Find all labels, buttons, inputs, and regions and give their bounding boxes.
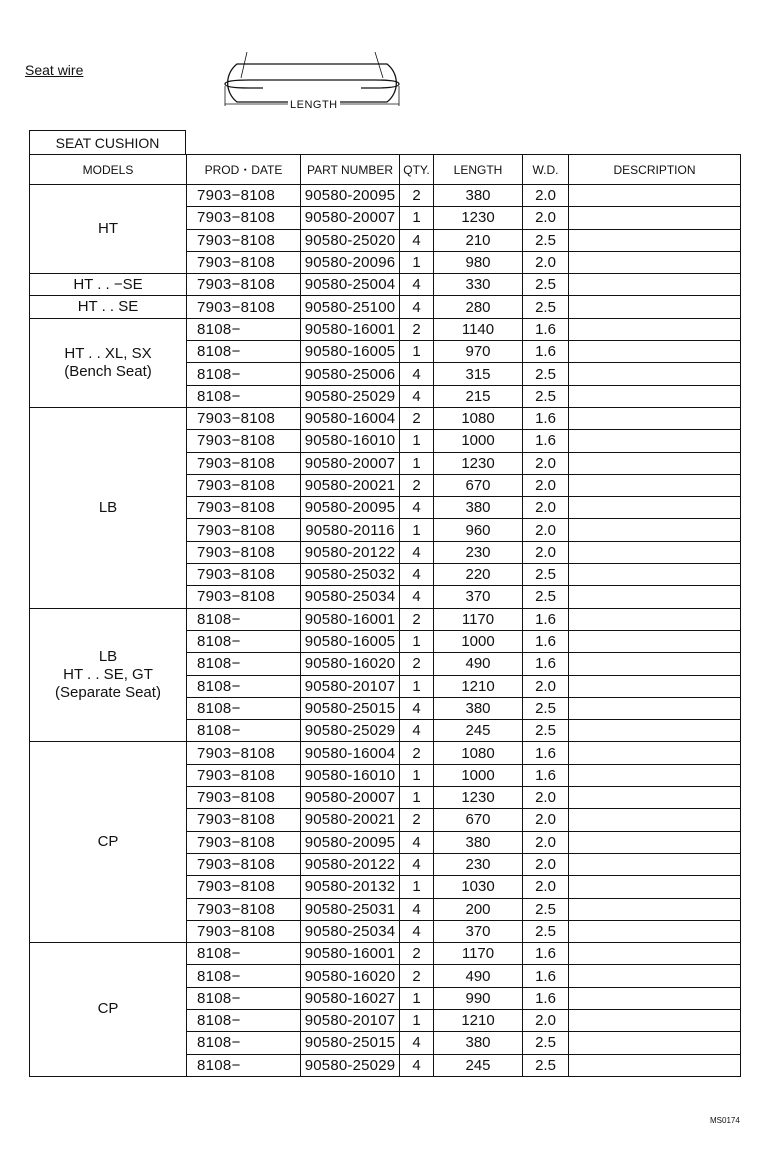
prod-date-cell: 8108− — [187, 1032, 301, 1054]
prod-date-cell: 8108− — [187, 653, 301, 675]
length-cell: 670 — [434, 474, 523, 496]
length-label: LENGTH — [290, 99, 338, 111]
part-number-cell: 90580-25031 — [301, 898, 400, 920]
prod-date-cell: 7903−8108 — [187, 920, 301, 942]
wire-diameter-cell: 2.5 — [523, 385, 569, 407]
description-cell — [569, 943, 741, 965]
qty-cell: 4 — [400, 853, 434, 875]
length-cell: 280 — [434, 296, 523, 318]
description-cell — [569, 853, 741, 875]
description-cell — [569, 965, 741, 987]
part-number-cell: 90580-20107 — [301, 1009, 400, 1031]
prod-date-cell: 7903−8108 — [187, 185, 301, 207]
length-cell: 1230 — [434, 787, 523, 809]
length-cell: 990 — [434, 987, 523, 1009]
part-number-cell: 90580-16001 — [301, 318, 400, 340]
length-cell: 670 — [434, 809, 523, 831]
length-cell: 1080 — [434, 407, 523, 429]
wire-diameter-cell: 2.5 — [523, 229, 569, 251]
description-cell — [569, 898, 741, 920]
part-number-cell: 90580-20007 — [301, 787, 400, 809]
prod-date-cell: 7903−8108 — [187, 474, 301, 496]
model-line: CP — [97, 1000, 119, 1018]
description-cell — [569, 385, 741, 407]
page-heading: Seat wire — [25, 62, 84, 78]
description-cell — [569, 407, 741, 429]
qty-cell: 2 — [400, 809, 434, 831]
qty-cell: 2 — [400, 742, 434, 764]
qty-cell: 1 — [400, 876, 434, 898]
qty-cell: 1 — [400, 430, 434, 452]
description-cell — [569, 251, 741, 273]
table-row — [30, 407, 741, 429]
seat-wire-table — [29, 154, 741, 1077]
part-number-cell: 90580-20096 — [301, 251, 400, 273]
prod-date-cell: 8108− — [187, 630, 301, 652]
model-line: LB — [98, 648, 118, 666]
wire-diameter-cell: 1.6 — [523, 430, 569, 452]
header-qty: QTY. — [400, 155, 434, 185]
length-cell: 1230 — [434, 207, 523, 229]
length-cell: 380 — [434, 1032, 523, 1054]
qty-cell: 4 — [400, 831, 434, 853]
model-line: HT . . SE — [77, 298, 139, 316]
prod-date-cell: 7903−8108 — [187, 296, 301, 318]
part-number-cell: 90580-16020 — [301, 653, 400, 675]
table-row — [30, 943, 741, 965]
wire-diameter-cell: 2.5 — [523, 1054, 569, 1076]
prod-date-cell: 8108− — [187, 608, 301, 630]
qty-cell: 2 — [400, 608, 434, 630]
part-number-cell: 90580-20007 — [301, 452, 400, 474]
length-cell: 1210 — [434, 675, 523, 697]
wire-diameter-cell: 1.6 — [523, 407, 569, 429]
prod-date-cell: 7903−8108 — [187, 831, 301, 853]
length-cell: 380 — [434, 497, 523, 519]
length-cell: 1170 — [434, 608, 523, 630]
prod-date-cell: 7903−8108 — [187, 898, 301, 920]
length-cell: 960 — [434, 519, 523, 541]
part-number-cell: 90580-25029 — [301, 385, 400, 407]
model-line: HT . . −SE — [73, 275, 143, 293]
qty-cell: 1 — [400, 251, 434, 273]
wire-diameter-cell: 2.0 — [523, 1009, 569, 1031]
wire-diameter-cell: 2.0 — [523, 853, 569, 875]
part-number-cell: 90580-25029 — [301, 720, 400, 742]
prod-date-cell: 8108− — [187, 697, 301, 719]
wire-diameter-cell: 2.0 — [523, 452, 569, 474]
part-number-cell: 90580-20021 — [301, 809, 400, 831]
header-length: LENGTH — [434, 155, 523, 185]
section-title: SEAT CUSHION — [29, 130, 186, 155]
length-cell: 380 — [434, 831, 523, 853]
wire-diameter-cell: 1.6 — [523, 943, 569, 965]
description-cell — [569, 363, 741, 385]
part-number-cell: 90580-16027 — [301, 987, 400, 1009]
description-cell — [569, 185, 741, 207]
prod-date-cell: 7903−8108 — [187, 853, 301, 875]
part-number-cell: 90580-25029 — [301, 1054, 400, 1076]
part-number-cell: 90580-20116 — [301, 519, 400, 541]
part-number-cell: 90580-25020 — [301, 229, 400, 251]
description-cell — [569, 630, 741, 652]
part-number-cell: 90580-20095 — [301, 831, 400, 853]
qty-cell: 4 — [400, 363, 434, 385]
length-cell: 370 — [434, 920, 523, 942]
wire-diameter-cell: 2.0 — [523, 519, 569, 541]
header-models: MODELS — [30, 155, 187, 185]
wire-diameter-cell: 1.6 — [523, 630, 569, 652]
qty-cell: 4 — [400, 296, 434, 318]
qty-cell: 4 — [400, 697, 434, 719]
description-cell — [569, 430, 741, 452]
description-cell — [569, 720, 741, 742]
length-cell: 490 — [434, 965, 523, 987]
wire-diameter-cell: 2.5 — [523, 898, 569, 920]
model-cell — [30, 318, 187, 407]
description-cell — [569, 519, 741, 541]
prod-date-cell: 7903−8108 — [187, 497, 301, 519]
model-cell — [30, 296, 187, 318]
length-cell: 315 — [434, 363, 523, 385]
prod-date-cell: 7903−8108 — [187, 876, 301, 898]
part-number-cell: 90580-25004 — [301, 274, 400, 296]
part-number-cell: 90580-16010 — [301, 764, 400, 786]
qty-cell: 4 — [400, 274, 434, 296]
prod-date-cell: 7903−8108 — [187, 274, 301, 296]
part-number-cell: 90580-25015 — [301, 697, 400, 719]
wire-diameter-cell: 2.5 — [523, 363, 569, 385]
wire-diameter-cell: 1.6 — [523, 764, 569, 786]
description-cell — [569, 229, 741, 251]
prod-date-cell: 7903−8108 — [187, 452, 301, 474]
length-cell: 370 — [434, 586, 523, 608]
wire-hook-right — [361, 80, 399, 88]
wire-diameter-cell: 1.6 — [523, 608, 569, 630]
part-number-cell: 90580-20122 — [301, 541, 400, 563]
wire-diameter-cell: 2.0 — [523, 831, 569, 853]
model-line: HT — [98, 220, 118, 238]
description-cell — [569, 809, 741, 831]
wire-diameter-cell: 2.5 — [523, 586, 569, 608]
model-cell — [30, 742, 187, 943]
prod-date-cell: 8108− — [187, 318, 301, 340]
prod-date-cell: 7903−8108 — [187, 541, 301, 563]
model-cell — [30, 943, 187, 1077]
model-line: (Separate Seat) — [55, 684, 161, 702]
description-cell — [569, 296, 741, 318]
description-cell — [569, 697, 741, 719]
description-cell — [569, 787, 741, 809]
model-cell — [30, 274, 187, 296]
prod-date-cell: 7903−8108 — [187, 586, 301, 608]
part-number-cell: 90580-16004 — [301, 407, 400, 429]
wire-outline — [228, 64, 397, 102]
wire-diameter-cell: 2.0 — [523, 185, 569, 207]
description-cell — [569, 987, 741, 1009]
description-cell — [569, 474, 741, 496]
part-number-cell: 90580-20021 — [301, 474, 400, 496]
part-number-cell: 90580-25100 — [301, 296, 400, 318]
description-cell — [569, 742, 741, 764]
part-number-cell: 90580-20132 — [301, 876, 400, 898]
table-row — [30, 742, 741, 764]
qty-cell: 4 — [400, 586, 434, 608]
wire-diameter-cell: 2.0 — [523, 675, 569, 697]
header-row — [30, 155, 741, 185]
description-cell — [569, 274, 741, 296]
header-wd: W.D. — [523, 155, 569, 185]
wire-diameter-cell: 2.5 — [523, 274, 569, 296]
model-line: HT . . XL, SX — [64, 344, 152, 362]
description-cell — [569, 318, 741, 340]
description-cell — [569, 764, 741, 786]
header-prod-date: PROD・DATE — [187, 155, 301, 185]
pointer-right — [375, 52, 383, 78]
qty-cell: 4 — [400, 1032, 434, 1054]
qty-cell: 1 — [400, 787, 434, 809]
wire-diameter-cell: 2.0 — [523, 876, 569, 898]
prod-date-cell: 8108− — [187, 987, 301, 1009]
wire-diameter-cell: 2.0 — [523, 787, 569, 809]
description-cell — [569, 586, 741, 608]
qty-cell: 2 — [400, 185, 434, 207]
prod-date-cell: 8108− — [187, 965, 301, 987]
qty-cell: 4 — [400, 564, 434, 586]
qty-cell: 4 — [400, 720, 434, 742]
part-number-cell: 90580-16004 — [301, 742, 400, 764]
model-line: (Bench Seat) — [64, 362, 152, 380]
wire-diameter-cell: 1.6 — [523, 965, 569, 987]
table-row — [30, 318, 741, 340]
qty-cell: 4 — [400, 898, 434, 920]
length-cell: 1000 — [434, 630, 523, 652]
wire-diameter-cell: 2.0 — [523, 497, 569, 519]
qty-cell: 1 — [400, 519, 434, 541]
part-number-cell: 90580-20107 — [301, 675, 400, 697]
part-number-cell: 90580-20095 — [301, 185, 400, 207]
wire-diameter-cell: 1.6 — [523, 341, 569, 363]
length-cell: 1210 — [434, 1009, 523, 1031]
description-cell — [569, 653, 741, 675]
description-cell — [569, 207, 741, 229]
part-number-cell: 90580-25015 — [301, 1032, 400, 1054]
length-cell: 1000 — [434, 764, 523, 786]
qty-cell: 1 — [400, 630, 434, 652]
description-cell — [569, 1054, 741, 1076]
qty-cell: 4 — [400, 497, 434, 519]
part-number-cell: 90580-25034 — [301, 920, 400, 942]
wire-diameter-cell: 2.5 — [523, 697, 569, 719]
wire-diameter-cell: 2.0 — [523, 474, 569, 496]
wire-diameter-cell: 2.5 — [523, 1032, 569, 1054]
qty-cell: 1 — [400, 764, 434, 786]
wire-hook-left — [225, 80, 263, 88]
description-cell — [569, 876, 741, 898]
prod-date-cell: 8108− — [187, 363, 301, 385]
description-cell — [569, 608, 741, 630]
part-number-cell: 90580-25006 — [301, 363, 400, 385]
wire-diameter-cell: 1.6 — [523, 742, 569, 764]
qty-cell: 1 — [400, 1009, 434, 1031]
qty-cell: 1 — [400, 207, 434, 229]
prod-date-cell: 7903−8108 — [187, 229, 301, 251]
qty-cell: 1 — [400, 675, 434, 697]
length-cell: 1230 — [434, 452, 523, 474]
description-cell — [569, 341, 741, 363]
model-cell — [30, 407, 187, 608]
length-cell: 245 — [434, 1054, 523, 1076]
length-cell: 490 — [434, 653, 523, 675]
qty-cell: 2 — [400, 965, 434, 987]
qty-cell: 2 — [400, 407, 434, 429]
qty-cell: 4 — [400, 229, 434, 251]
length-cell: 220 — [434, 564, 523, 586]
prod-date-cell: 7903−8108 — [187, 809, 301, 831]
length-cell: 230 — [434, 853, 523, 875]
wire-diameter-cell: 2.5 — [523, 920, 569, 942]
model-cell — [30, 185, 187, 274]
table-row — [30, 608, 741, 630]
part-number-cell: 90580-25032 — [301, 564, 400, 586]
qty-cell: 1 — [400, 341, 434, 363]
qty-cell: 4 — [400, 541, 434, 563]
wire-diameter-cell: 2.5 — [523, 720, 569, 742]
part-number-cell: 90580-16020 — [301, 965, 400, 987]
wire-diameter-cell: 1.6 — [523, 318, 569, 340]
description-cell — [569, 541, 741, 563]
prod-date-cell: 8108− — [187, 943, 301, 965]
part-number-cell: 90580-25034 — [301, 586, 400, 608]
pointer-left — [241, 52, 247, 78]
header-description: DESCRIPTION — [569, 155, 741, 185]
wire-diameter-cell: 1.6 — [523, 653, 569, 675]
prod-date-cell: 7903−8108 — [187, 742, 301, 764]
prod-date-cell: 8108− — [187, 1009, 301, 1031]
prod-date-cell: 7903−8108 — [187, 764, 301, 786]
qty-cell: 1 — [400, 987, 434, 1009]
length-cell: 1000 — [434, 430, 523, 452]
length-cell: 230 — [434, 541, 523, 563]
model-line: LB — [98, 498, 118, 516]
part-number-cell: 90580-16001 — [301, 608, 400, 630]
wire-diameter-cell: 2.0 — [523, 541, 569, 563]
prod-date-cell: 7903−8108 — [187, 564, 301, 586]
length-cell: 1030 — [434, 876, 523, 898]
part-number-cell: 90580-20007 — [301, 207, 400, 229]
length-cell: 210 — [434, 229, 523, 251]
part-number-cell: 90580-20122 — [301, 853, 400, 875]
length-cell: 1140 — [434, 318, 523, 340]
prod-date-cell: 8108− — [187, 385, 301, 407]
prod-date-cell: 7903−8108 — [187, 430, 301, 452]
prod-date-cell: 7903−8108 — [187, 519, 301, 541]
description-cell — [569, 452, 741, 474]
prod-date-cell: 8108− — [187, 675, 301, 697]
length-cell: 980 — [434, 251, 523, 273]
length-cell: 380 — [434, 697, 523, 719]
wire-diameter-cell: 2.0 — [523, 251, 569, 273]
wire-diameter-cell: 2.5 — [523, 296, 569, 318]
description-cell — [569, 1032, 741, 1054]
length-cell: 1080 — [434, 742, 523, 764]
description-cell — [569, 920, 741, 942]
description-cell — [569, 675, 741, 697]
qty-cell: 2 — [400, 474, 434, 496]
description-cell — [569, 831, 741, 853]
model-cell — [30, 608, 187, 742]
part-number-cell: 90580-16005 — [301, 341, 400, 363]
description-cell — [569, 564, 741, 586]
table-row — [30, 185, 741, 207]
length-cell: 215 — [434, 385, 523, 407]
prod-date-cell: 8108− — [187, 1054, 301, 1076]
qty-cell: 1 — [400, 452, 434, 474]
table-row — [30, 296, 741, 318]
qty-cell: 4 — [400, 1054, 434, 1076]
length-cell: 1170 — [434, 943, 523, 965]
header-part-number: PART NUMBER — [301, 155, 400, 185]
part-number-cell: 90580-16005 — [301, 630, 400, 652]
prod-date-cell: 7903−8108 — [187, 787, 301, 809]
length-cell: 245 — [434, 720, 523, 742]
figure-id: MS0174 — [710, 1116, 740, 1125]
table-row — [30, 274, 741, 296]
qty-cell: 2 — [400, 943, 434, 965]
wire-diameter-cell: 2.0 — [523, 207, 569, 229]
qty-cell: 2 — [400, 653, 434, 675]
length-cell: 200 — [434, 898, 523, 920]
length-cell: 970 — [434, 341, 523, 363]
description-cell — [569, 1009, 741, 1031]
part-number-cell: 90580-20095 — [301, 497, 400, 519]
prod-date-cell: 7903−8108 — [187, 207, 301, 229]
prod-date-cell: 7903−8108 — [187, 407, 301, 429]
wire-diameter-cell: 2.0 — [523, 809, 569, 831]
wire-diameter-cell: 1.6 — [523, 987, 569, 1009]
prod-date-cell: 7903−8108 — [187, 251, 301, 273]
length-cell: 330 — [434, 274, 523, 296]
part-number-cell: 90580-16001 — [301, 943, 400, 965]
qty-cell: 2 — [400, 318, 434, 340]
prod-date-cell: 8108− — [187, 341, 301, 363]
description-cell — [569, 497, 741, 519]
wire-diameter-cell: 2.5 — [523, 564, 569, 586]
model-line: CP — [97, 833, 119, 851]
qty-cell: 4 — [400, 385, 434, 407]
part-number-cell: 90580-16010 — [301, 430, 400, 452]
model-line: HT . . SE, GT — [63, 666, 153, 684]
prod-date-cell: 8108− — [187, 720, 301, 742]
qty-cell: 4 — [400, 920, 434, 942]
length-cell: 380 — [434, 185, 523, 207]
